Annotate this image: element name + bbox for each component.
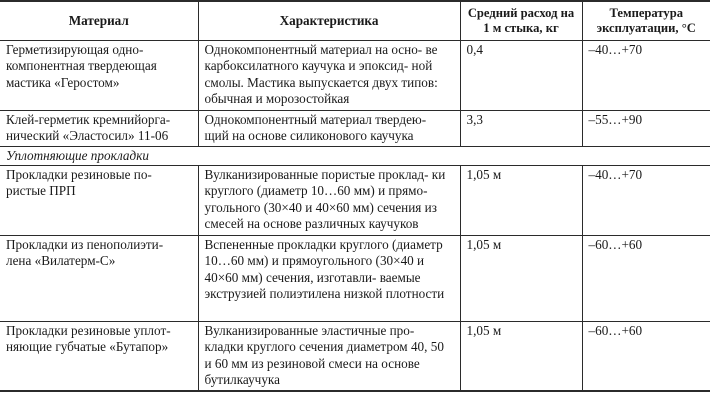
cell-temperature: –40…+70 xyxy=(582,165,710,235)
cell-temperature: –60…+60 xyxy=(582,235,710,321)
table-row xyxy=(0,40,710,110)
cell-material: Герметизирующая одно- компонентная твердеющая мастика «Геростом» xyxy=(0,40,198,110)
section-title: Уплотняющие прокладки xyxy=(0,146,710,165)
cell-characteristic: Однокомпонентный материал на осно- ве карбоксилатного каучука и эпоксид- ной смолы. Мастика выпускается двух типов: обычная и морозостойкая xyxy=(198,40,460,110)
cell-material: Прокладки резиновые уплот- няющие губчатые «Бутапор» xyxy=(0,321,198,391)
header-consumption: Средний расход на 1 м стыка, кг xyxy=(460,1,582,40)
cell-temperature: –60…+60 xyxy=(582,321,710,391)
table-row xyxy=(0,165,710,235)
cell-characteristic: Вспененные прокладки круглого (диаметр 10…60 мм) и прямоугольного (30×40 и 40×60 мм) сечения, изготавли- ваемые экструзией полиэтилена низкой плотности xyxy=(198,235,460,321)
cell-temperature: –55…+90 xyxy=(582,110,710,146)
cell-consumption: 1,05 м xyxy=(460,321,582,391)
cell-consumption: 3,3 xyxy=(460,110,582,146)
cell-characteristic: Однокомпонентный материал твердею- щий на основе силиконового каучука xyxy=(198,110,460,146)
table-row xyxy=(0,321,710,391)
section-row xyxy=(0,146,710,165)
header-temperature: Температура эксплуатации, °С xyxy=(582,1,710,40)
cell-consumption: 0,4 xyxy=(460,40,582,110)
header-characteristic: Характеристика xyxy=(198,1,460,40)
cell-consumption: 1,05 м xyxy=(460,165,582,235)
table-row xyxy=(0,235,710,321)
cell-consumption: 1,05 м xyxy=(460,235,582,321)
cell-temperature: –40…+70 xyxy=(582,40,710,110)
cell-characteristic: Вулканизированные эластичные про- кладки круглого сечения диаметром 40, 50 и 60 мм из резиновой смеси на основе бутилкаучука xyxy=(198,321,460,391)
header-material: Материал xyxy=(0,1,198,40)
cell-characteristic: Вулканизированные пористые проклад- ки круглого (диаметр 10…60 мм) и прямо- угольного (30×40 и 40×60 мм) сечения из смесей на основе различных каучуков xyxy=(198,165,460,235)
cell-material: Прокладки из пенополиэти- лена «Вилатерм-С» xyxy=(0,235,198,321)
table-row xyxy=(0,110,710,146)
cell-material: Прокладки резиновые по- ристые ПРП xyxy=(0,165,198,235)
cell-material: Клей-герметик кремнийорга- нический «Эластосил» 11-06 xyxy=(0,110,198,146)
